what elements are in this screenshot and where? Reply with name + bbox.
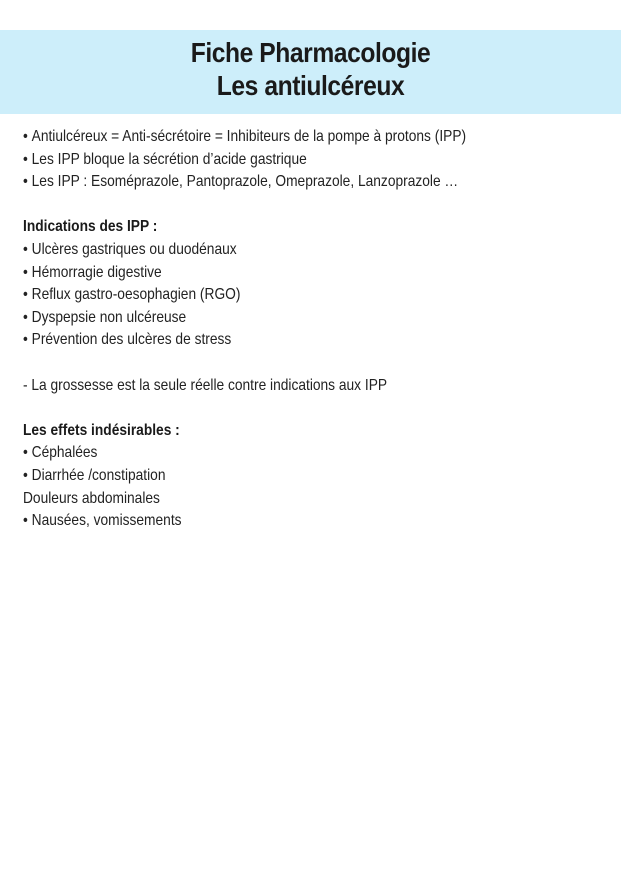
intro-item: • Les IPP bloque la sécrétion d’acide gastrique xyxy=(23,149,530,172)
indication-item: • Dyspepsie non ulcéreuse xyxy=(23,307,530,330)
indications-heading: Indications des IPP : xyxy=(23,218,158,236)
contraindication-note: - La grossesse est la seule réelle contre indications aux IPP xyxy=(23,376,388,394)
title-line-1: Fiche Pharmacologie xyxy=(190,37,431,68)
title-line-2: Les antiulcéreux xyxy=(216,70,405,101)
side-effects-heading: Les effets indésirables : xyxy=(23,421,180,439)
side-effect-item: • Diarrhée /constipation xyxy=(23,465,530,488)
side-effect-item: • Céphalées xyxy=(23,442,530,465)
side-effect-plain-line: Douleurs abdominales xyxy=(23,489,160,507)
sheet-body xyxy=(23,126,613,533)
indication-item: • Hémorragie digestive xyxy=(23,262,530,285)
intro-item: • Les IPP : Esoméprazole, Pantoprazole, Omeprazole, Lanzoprazole … xyxy=(23,171,530,194)
spacer xyxy=(23,397,613,420)
title-banner xyxy=(0,30,621,114)
side-effect-item: • Nausées, vomissements xyxy=(23,510,530,533)
indication-item: • Prévention des ulcères de stress xyxy=(23,329,530,352)
indication-item: • Ulcères gastriques ou duodénaux xyxy=(23,239,530,262)
spacer xyxy=(23,352,613,375)
intro-item: • Antiulcéreux = Anti-sécrétoire = Inhibiteurs de la pompe à protons (IPP) xyxy=(23,126,530,149)
indication-item: • Reflux gastro-oesophagien (RGO) xyxy=(23,284,530,307)
spacer xyxy=(23,194,613,217)
